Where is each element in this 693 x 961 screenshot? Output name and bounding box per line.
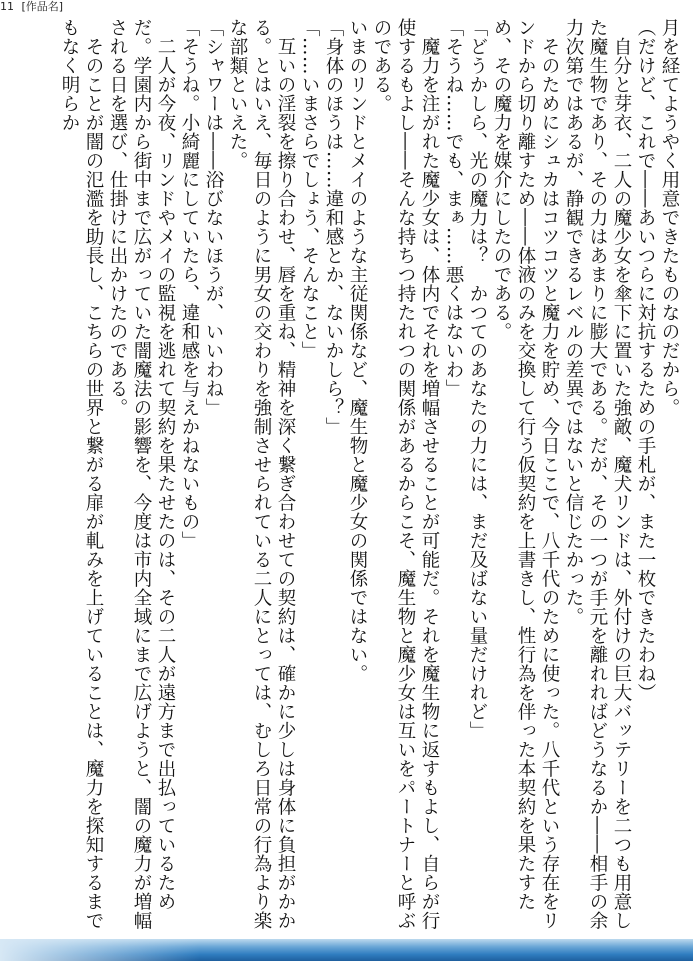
paragraph: （だけど、これで――あいつらに対抗するための手札が、また一枚できたわね） xyxy=(635,18,656,702)
paragraph: 二人が今夜、リンドやメイの監視を逃れて契約を果たせたのは、その二人が遠方まで出払っているためだ。学園内から街中まで広がっていた闇魔法の影響を、今度は市内全域にまで広げようと、闇の魔力が増幅される日を選び、仕掛けに出かけたのである。 xyxy=(107,18,176,930)
paragraph: 互いの淫裂を擦り合わせ、唇を重ね、精神を深く繋ぎ合わせての契約は、確かに少しは身体に負担がかかる。とはいえ、毎日のように男女の交わりを強制させられている二人にとっては、むしろ日常の行為より楽な部類といえた。 xyxy=(227,18,296,930)
work-title: [作品名] xyxy=(21,0,64,13)
paragraph: 自分と芽衣、二人の魔少女を傘下に置いた強敵、魔犬リンドは、外付けの巨大バッテリーを二つも用意した魔生物であり、その力はあまりに膨大である。だが、その一つが手元を離れればどうなるか――相手の余力次第ではあるが、静観できるレベルの差異ではないと信じたかった。 xyxy=(563,18,632,930)
page-header xyxy=(0,0,67,16)
paragraph: そのことが闇の氾濫を助長し、こちらの世界と繋がる扉が軋みを上げていることは、魔力を探知するまでもなく明らか xyxy=(59,18,104,930)
paragraph: 「そうね。小綺麗にしていたら、違和感を与えかねないもの」 xyxy=(179,18,200,550)
paragraph: 月を経てようやく用意できたものなのだから。 xyxy=(659,18,680,417)
paragraph: 「……いまさらでしょう、そんなこと」 xyxy=(299,18,320,360)
paragraph: そのためにシュカはコツコツと魔力を貯め、今日ここで、八千代のために使った。八千代という存在をリンドから切り離すため――体液のみを交換して行う仮契約を上書きし、性行為を伴った本契約を果たすため、その魔力を媒介にしたのである。 xyxy=(491,18,560,930)
paragraph: 「そうね……でも、まぁ……悪くはないわ」 xyxy=(443,18,464,398)
paragraph: 「シャワーは――浴びないほうが、いいわね」 xyxy=(203,18,224,417)
paragraph: 「どうかしら、光の魔力は？ かつてのあなたの力には、まだ及ばない量だけれど」 xyxy=(467,18,488,740)
taskbar-highlight xyxy=(0,939,200,961)
page-number: 11 xyxy=(0,0,14,13)
vertical-text-body xyxy=(9,18,681,938)
paragraph: 魔力を注がれた魔少女は、体内でそれを増幅させることが可能だ。それを魔生物に返すもよし、自らが行使するもよし――そんな持ちつ持たれつの関係があるからこそ、魔生物と魔少女は互いをパートナーと呼ぶのである。 xyxy=(371,18,440,930)
paragraph: 「身体のほうは……違和感とか、ないかしら？」 xyxy=(323,18,344,436)
paragraph: いまのリンドとメイのような主従関係など、魔生物と魔少女の関係ではない。 xyxy=(347,18,368,683)
